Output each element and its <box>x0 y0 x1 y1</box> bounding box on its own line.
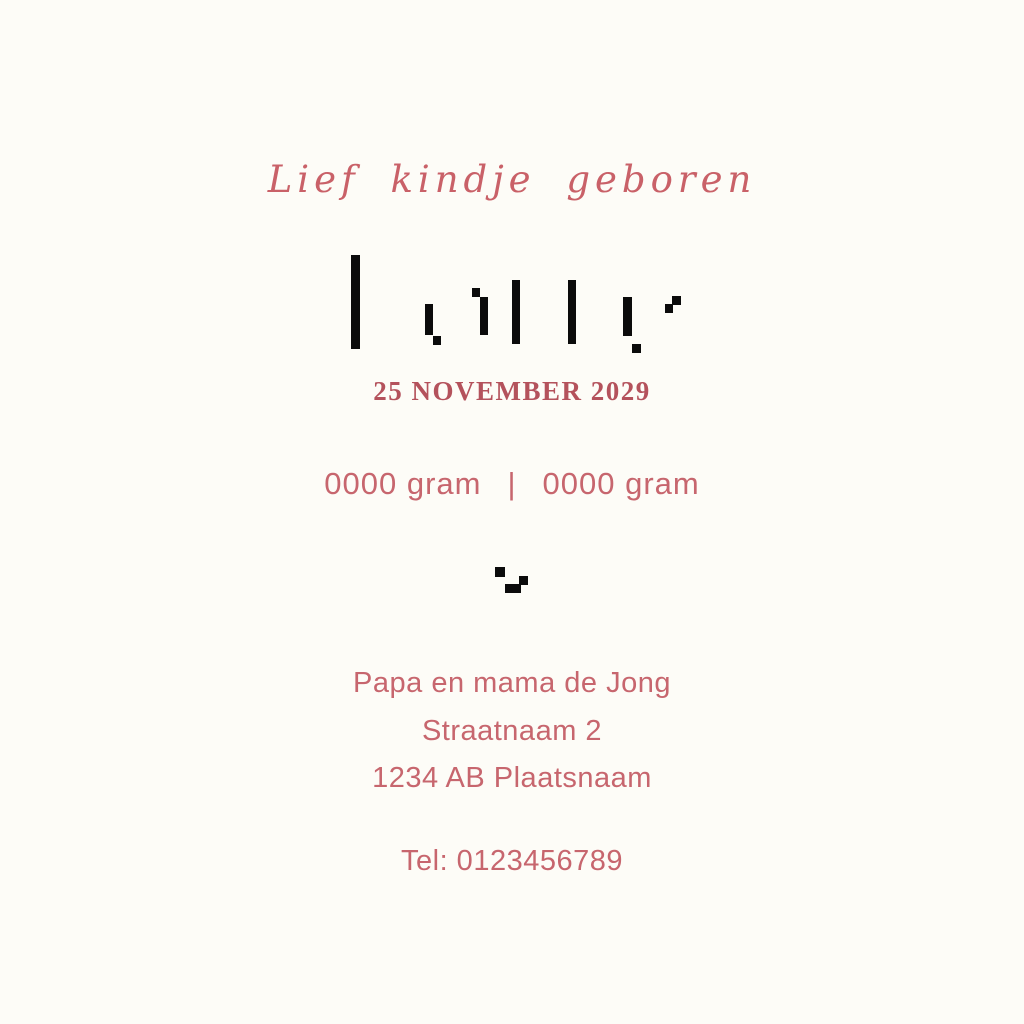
glyph-stroke-mark <box>632 344 641 353</box>
tagline-script-text: Lief kindje geboren <box>267 158 757 201</box>
glyph-stroke-mark <box>512 280 520 344</box>
glyph-stroke-mark <box>495 567 505 577</box>
weight-separator: | <box>507 466 517 501</box>
glyph-stroke-mark <box>623 297 632 336</box>
glyph-stroke-mark <box>351 255 360 349</box>
postal-city-text: 1234 AB Plaatsnaam <box>372 762 652 794</box>
glyph-stroke-mark <box>472 288 480 297</box>
glyph-stroke-mark <box>505 584 521 593</box>
glyph-stroke-mark <box>480 297 488 335</box>
parents-names-text: Papa en mama de Jong <box>353 667 671 699</box>
glyph-stroke-mark <box>665 304 673 313</box>
glyph-stroke-mark <box>519 576 528 585</box>
glyph-stroke-mark <box>433 336 441 345</box>
glyph-stroke-mark <box>568 280 576 344</box>
glyph-stroke-mark <box>672 296 681 305</box>
phone-number-text: Tel: 0123456789 <box>401 845 623 877</box>
weight-line <box>0 466 1024 502</box>
weight-right-value: 0000 gram <box>542 466 700 501</box>
birth-date-text: 25 NOVEMBER 2029 <box>373 376 651 406</box>
glyph-stroke-mark <box>425 304 433 335</box>
street-address-text: Straatnaam 2 <box>421 714 603 747</box>
address-block <box>0 660 1024 803</box>
weight-left-value: 0000 gram <box>324 466 482 501</box>
